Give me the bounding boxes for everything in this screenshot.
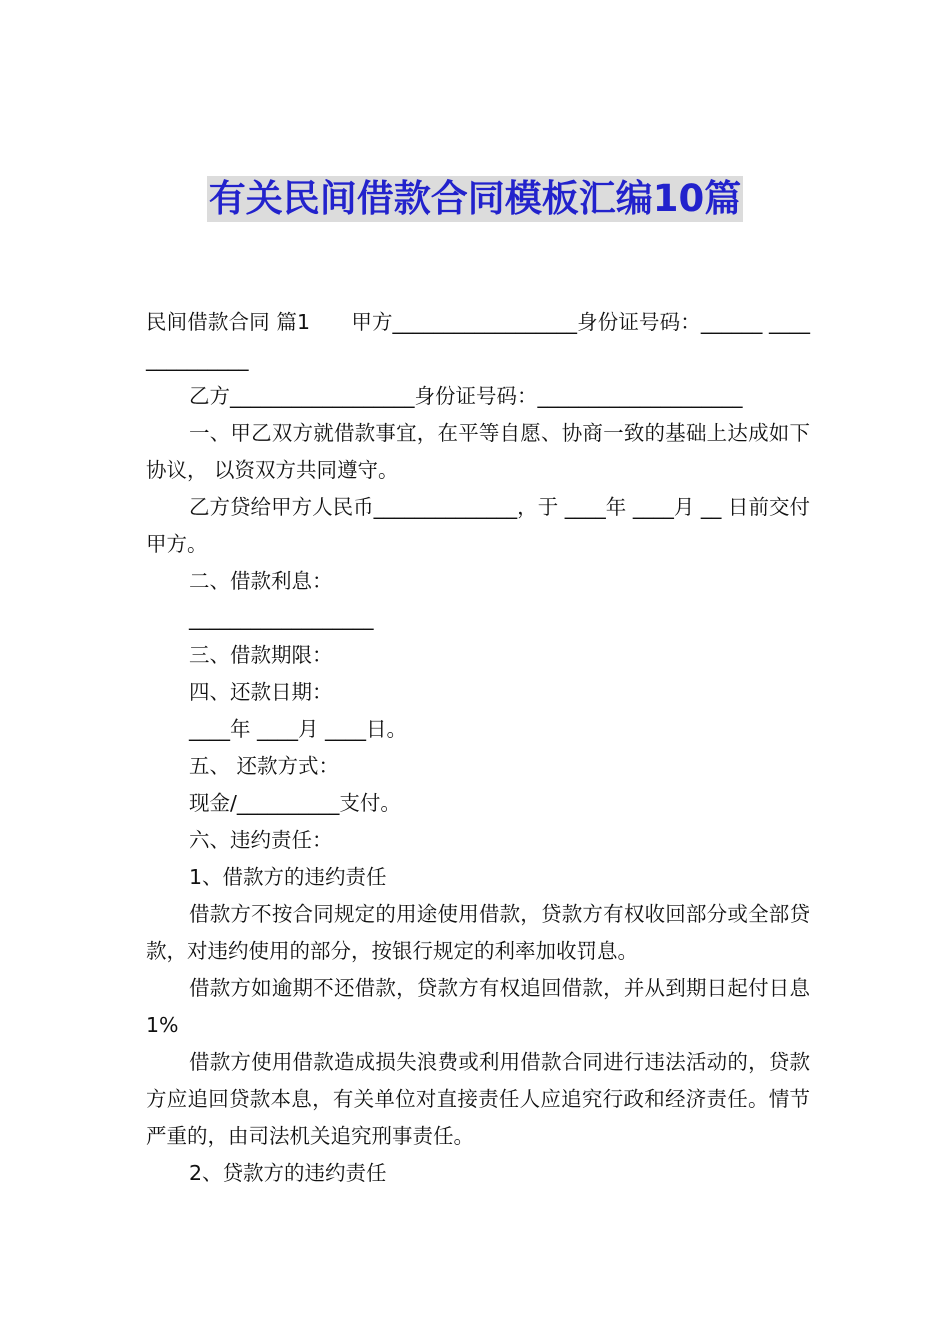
paragraph-borrower-liability-1: 借款方不按合同规定的用途使用借款，贷款方有权收回部分或全部贷款，对违约使用的部分，按银行规定的利率加收罚息。 bbox=[146, 902, 810, 963]
title-container bbox=[0, 176, 950, 222]
paragraph-liability-heading: 六、违约责任： bbox=[189, 828, 333, 852]
paragraph-borrower-liability-heading: 1、借款方的违约责任 bbox=[189, 865, 387, 889]
paragraph-repay-date-heading: 四、还款日期： bbox=[189, 680, 333, 704]
paragraph-clause-1: 一、甲乙双方就借款事宜，在平等自愿、协商一致的基础上达成如下协议， 以资双方共同遵守。 bbox=[146, 421, 810, 482]
paragraph-borrower-liability-3: 借款方使用借款造成损失浪费或利用借款合同进行违法活动的，贷款方应追回贷款本息，有关单位对直接责任人应追究行政和经济责任。情节严重的，由司法机关追究刑事责任。 bbox=[146, 1050, 810, 1148]
paragraph-lender-liability-heading: 2、贷款方的违约责任 bbox=[189, 1161, 387, 1185]
paragraph-interest-blank: __________________ bbox=[189, 606, 374, 630]
paragraph-party-b: 乙方__________________身份证号码：____________________ bbox=[189, 384, 743, 408]
paragraph-loan-amount: 乙方贷给甲方人民币______________，于 ____年 ____月 __ 日前交付甲方。 bbox=[146, 495, 810, 556]
document-title: 有关民间借款合同模板汇编10篇 bbox=[208, 177, 742, 220]
paragraph-repay-method-heading: 五、 还款方式： bbox=[189, 754, 340, 778]
paragraph-repay-method: 现金/__________支付。 bbox=[189, 791, 401, 815]
paragraph-repay-date: ____年 ____月 ____日。 bbox=[189, 717, 408, 741]
paragraph-header: 民间借款合同 篇1 甲方__________________身份证号码：______ ______________ bbox=[146, 310, 810, 371]
document-body bbox=[146, 304, 810, 1192]
paragraph-term-heading: 三、借款期限： bbox=[189, 643, 333, 667]
paragraph-interest-heading: 二、借款利息： bbox=[189, 569, 333, 593]
paragraph-borrower-liability-2: 借款方如逾期不还借款，贷款方有权追回借款，并从到期日起付日息1% bbox=[146, 976, 810, 1037]
